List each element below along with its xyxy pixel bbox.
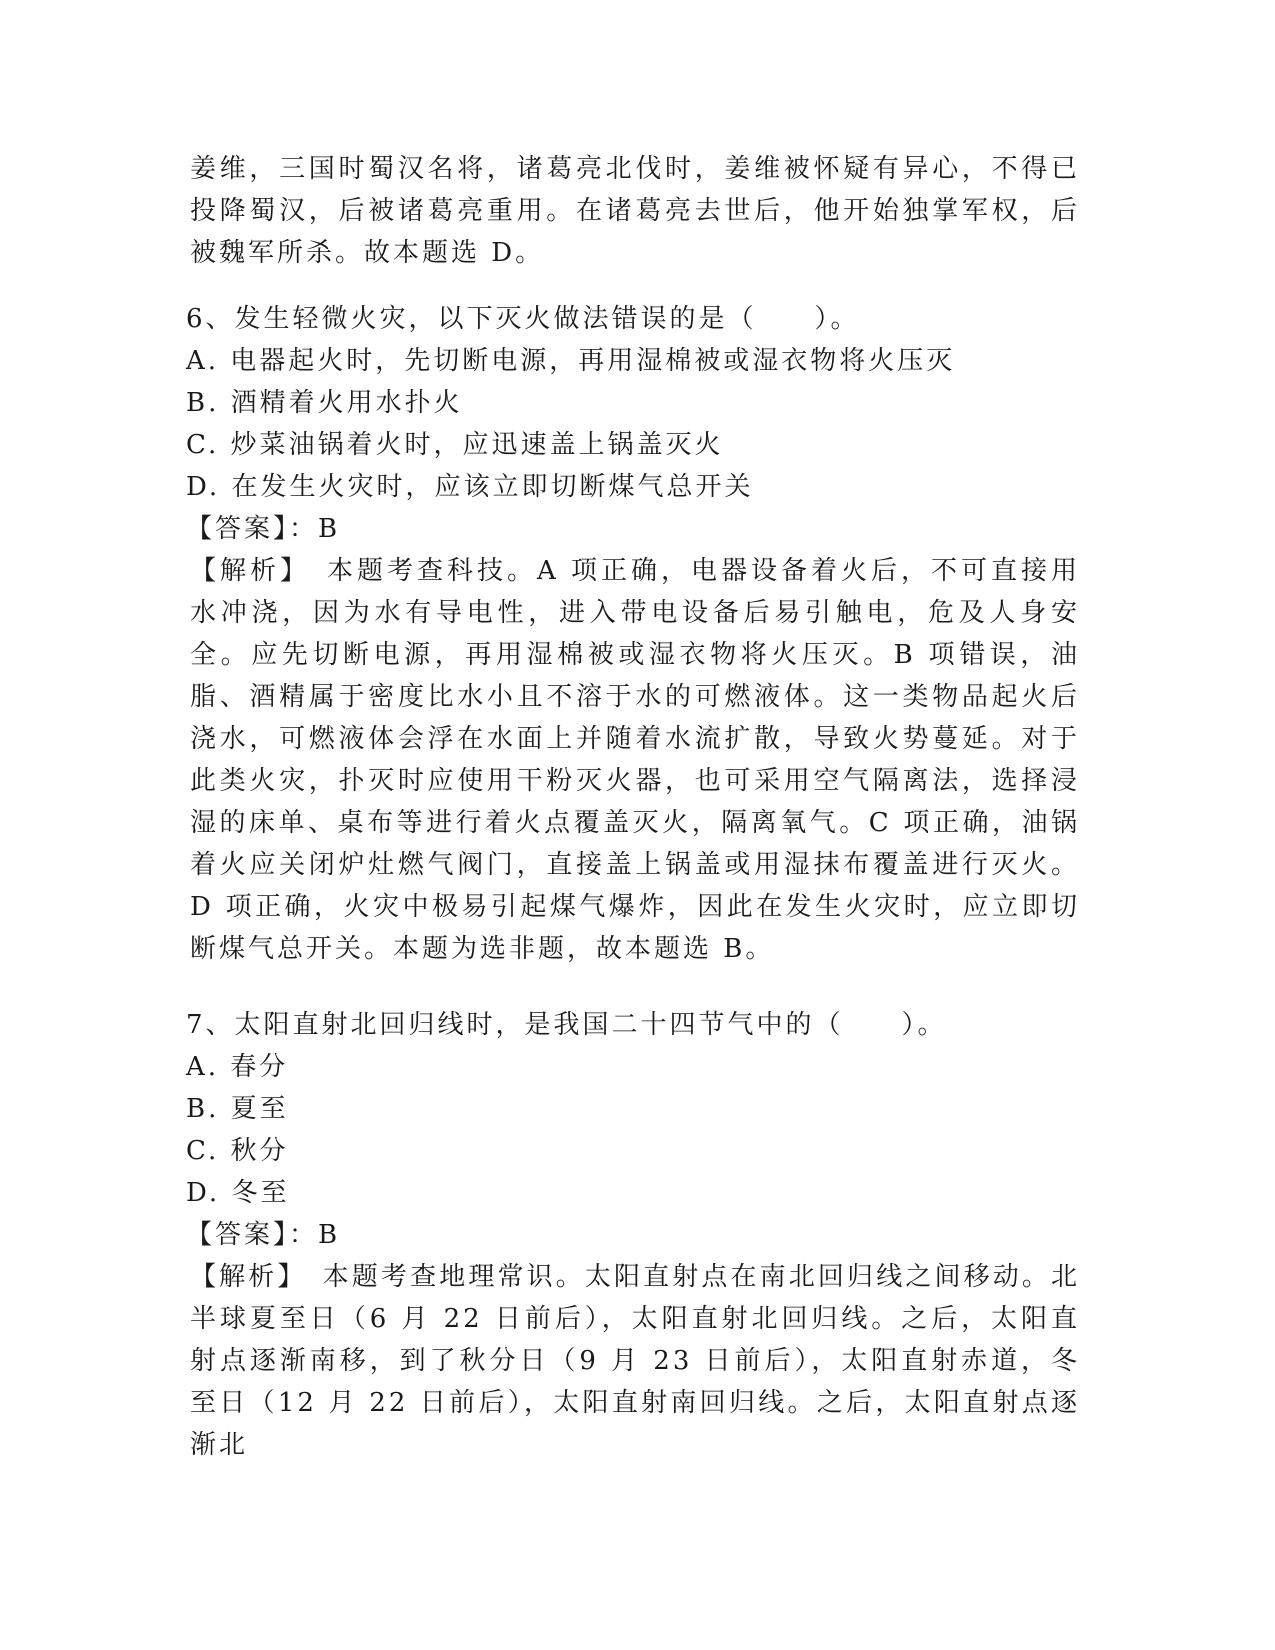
question-7-stem: 7、太阳直射北回归线时，是我国二十四节气中的（ ）。	[186, 1010, 947, 1040]
question-6-explanation: 【解析】 本题考查科技。A 项正确，电器设备着火后，不可直接用水冲浇，因为水有导电性，进入带电设备后易引触电，危及人身安全。应先切断电源，再用湿棉被或湿衣物将火压灭。B 项错误，油脂、酒精属于密度比水小且不溶于水的可燃液体。这一类物品起火后浇水，可燃液体会浮在水面上并随着水流扩散，导致火势蔓延。对于此类火灾，扑灭时应使用干粉灭火器，也可采用空气隔离法，选择浸湿的床单、桌布等进行着火点覆盖灭火，隔离氧气。C 项正确，油锅着火应关闭炉灶燃气阀门，直接盖上锅盖或用湿抹布覆盖进行灭火。D 项正确，火灾中极易引起煤气爆炸，因此在发生火灾时，应立即切断煤气总开关。本题为选非题，故本题选 B。	[190, 556, 1080, 964]
question-6-option-d: D. 在发生火灾时，应该立即切断煤气总开关	[186, 472, 754, 502]
question-7-option-d: D. 冬至	[186, 1178, 290, 1208]
continued-explanation: 姜维，三国时蜀汉名将，诸葛亮北伐时，姜维被怀疑有异心，不得已投降蜀汉，后被诸葛亮重用。在诸葛亮去世后，他开始独掌军权，后被魏军所杀。故本题选 D。	[190, 154, 1080, 268]
question-6-option-c: C. 炒菜油锅着火时，应迅速盖上锅盖灭火	[186, 430, 724, 460]
question-7-option-b: B. 夏至	[186, 1094, 289, 1124]
question-6-stem: 6、发生轻微火灾，以下灭火做法错误的是（ ）。	[186, 304, 860, 334]
question-7-option-c: C. 秋分	[186, 1136, 289, 1166]
question-7-explanation: 【解析】 本题考查地理常识。太阳直射点在南北回归线之间移动。北半球夏至日（6 月 22 日前后），太阳直射北回归线。之后，太阳直射点逐渐南移，到了秋分日（9 月 23 日前后），太阳直射赤道，冬至日（12 月 22 日前后），太阳直射南回归线。之后，太阳直射点逐渐北	[190, 1262, 1080, 1460]
question-6-option-a: A. 电器起火时，先切断电源，再用湿棉被或湿衣物将火压灭	[186, 346, 956, 376]
question-6-option-b: B. 酒精着火用水扑火	[186, 388, 463, 418]
question-7-answer: 【答案】：B	[186, 1220, 341, 1250]
question-7-option-a: A. 春分	[186, 1052, 289, 1082]
question-6-answer: 【答案】：B	[186, 514, 341, 544]
